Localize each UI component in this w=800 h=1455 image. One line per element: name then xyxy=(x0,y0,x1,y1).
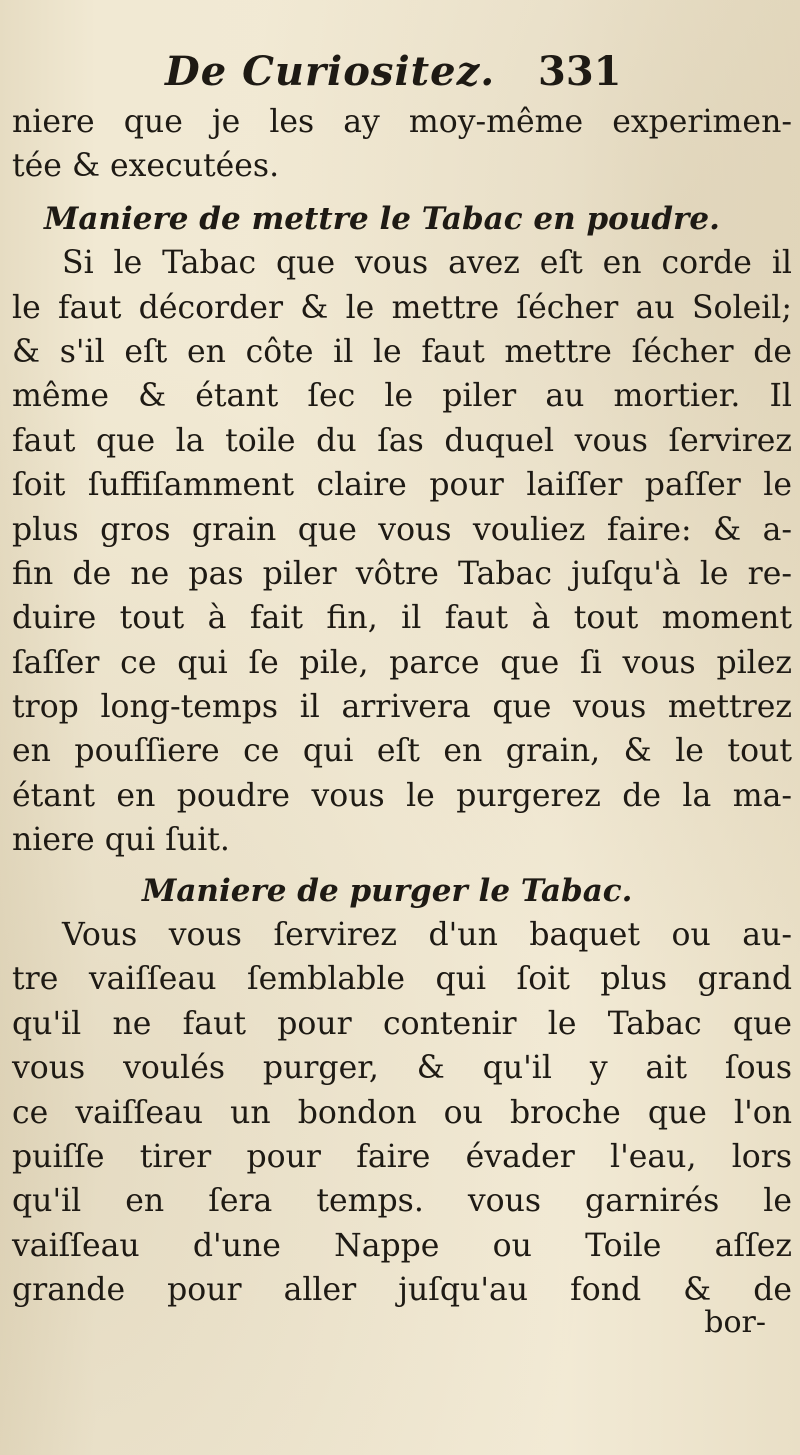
text-line: plus gros grain que vous vouliez faire: & a- xyxy=(12,511,792,548)
text-line: grande pour aller juſqu'au fond & de xyxy=(12,1272,792,1309)
text-line: ſaſſer ce qui ſe pile, parce que ſi vous pilez xyxy=(12,644,792,681)
text-line: & s'il eſt en côte il le faut mettre ſécher de xyxy=(12,333,792,370)
text-line: trop long-temps il arrivera que vous mettrez xyxy=(12,689,792,726)
section-heading: Maniere de purger le Tabac. xyxy=(142,872,633,909)
text-line: faut que la toile du ſas duquel vous ſervirez xyxy=(12,422,792,459)
text-line: qu'il ne faut pour contenir le Tabac que xyxy=(12,1005,792,1042)
text-line: qu'il en ſera temps. vous garnirés le xyxy=(12,1183,792,1220)
section-heading: Maniere de mettre le Tabac en poudre. xyxy=(44,200,720,237)
text-line: niere que je les ay moy-même experimen- xyxy=(12,104,792,140)
text-line: ſoit ſuffiſamment claire pour laiſſer paſſer le xyxy=(12,467,792,504)
text-line: étant en poudre vous le purgerez de la ma- xyxy=(12,777,792,814)
page-header xyxy=(0,40,800,100)
text-line: niere qui ſuit. xyxy=(12,822,230,859)
text-line: le faut décorder & le mettre ſécher au Soleil; xyxy=(12,289,792,326)
text-line: même & étant ſec le piler au mortier. Il xyxy=(12,378,792,415)
page-number: 331 xyxy=(538,48,622,95)
text-line: tée & executées. xyxy=(12,148,280,185)
text-line: puiſſe tirer pour faire évader l'eau, lors xyxy=(12,1138,792,1175)
text-line: tre vaiſſeau ſemblable qui ſoit plus grand xyxy=(12,961,792,998)
catchword: bor- xyxy=(704,1304,766,1340)
body-text xyxy=(12,100,792,1341)
running-title: De Curiositez. xyxy=(165,48,496,95)
text-line: duire tout à fait fin, il faut à tout moment xyxy=(12,600,792,637)
text-line: en pouſſiere ce qui eſt en grain, & le tout xyxy=(12,733,792,770)
text-line: ce vaiſſeau un bondon ou broche que l'on xyxy=(12,1094,792,1131)
text-line: vous voulés purger, & qu'il y ait ſous xyxy=(12,1050,792,1087)
text-line: fin de ne pas piler vôtre Tabac juſqu'à le re- xyxy=(12,555,792,592)
text-line: Vous vous ſervirez d'un baquet ou au- xyxy=(62,917,792,954)
text-line: vaiſſeau d'une Nappe ou Toile aſſez xyxy=(12,1227,792,1264)
text-line: Si le Tabac que vous avez eſt en corde il xyxy=(62,245,792,282)
